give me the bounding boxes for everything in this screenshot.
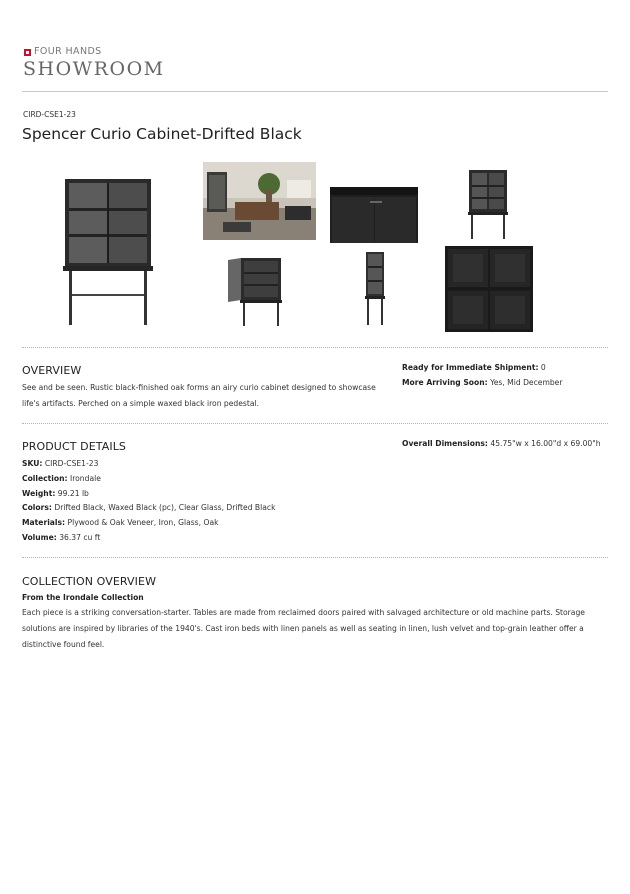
overview-heading: OVERVIEW xyxy=(22,364,82,377)
arriving-status xyxy=(402,378,562,387)
divider xyxy=(22,423,608,424)
brand-top-text: FOUR HANDS xyxy=(34,46,102,57)
top-detail-image xyxy=(330,187,418,243)
detail-label: Materials: xyxy=(22,518,66,527)
shipment-status xyxy=(402,363,546,372)
brand-main-text: SHOWROOM xyxy=(23,58,165,80)
divider xyxy=(22,347,608,348)
room-scene-image xyxy=(203,162,316,240)
detail-row-colors xyxy=(22,503,275,512)
detail-label: SKU: xyxy=(22,459,43,468)
detail-row-collection xyxy=(22,474,101,483)
detail-value: 99.21 lb xyxy=(57,489,89,498)
collection-subheading xyxy=(22,593,144,602)
collection-subheading-text: From the Irondale Collection xyxy=(22,593,144,602)
door-detail-image xyxy=(445,246,533,332)
doors-open-image xyxy=(225,254,287,328)
detail-value: CIRD-CSE1-23 xyxy=(44,459,99,468)
detail-label: Weight: xyxy=(22,489,56,498)
brand-logo-icon xyxy=(24,49,31,56)
dimensions-label: Overall Dimensions: xyxy=(402,439,488,448)
divider xyxy=(22,557,608,558)
overview-text: See and be seen. Rustic black-finished oak forms an airy curio cabinet designed to showcase life's artifacts. Perched on a simple waxed black iron pedestal. xyxy=(22,383,376,408)
detail-label: Colors: xyxy=(22,503,52,512)
detail-value: Irondale xyxy=(69,474,101,483)
side-view-image xyxy=(358,250,392,326)
detail-value: Drifted Black, Waxed Black (pc), Clear Glass, Drifted Black xyxy=(54,503,276,512)
collection-text: Each piece is a striking conversation-starter. Tables are made from reclaimed doors paired with salvaged architecture or old machine parts. Storage solutions are inspired by libraries of the 1940's. Cast iron beds with linen panels as well as seating in linen, lush velvet and top-grain leather offer a distinctive found feel. xyxy=(22,608,585,649)
shipment-value: 0 xyxy=(540,363,546,372)
detail-row-materials xyxy=(22,518,219,527)
detail-row-volume xyxy=(22,533,100,542)
product-code: CIRD-CSE1-23 xyxy=(23,110,76,119)
collection-heading: COLLECTION OVERVIEW xyxy=(22,575,157,588)
detail-label: Collection: xyxy=(22,474,68,483)
detail-row-sku xyxy=(22,459,98,468)
detail-label: Volume: xyxy=(22,533,57,542)
header-divider xyxy=(22,91,608,92)
detail-row-weight xyxy=(22,489,89,498)
dimensions-value: 45.75"w x 16.00"d x 69.00"h xyxy=(490,439,601,448)
shipment-label: Ready for Immediate Shipment: xyxy=(402,363,539,372)
arriving-label: More Arriving Soon: xyxy=(402,378,488,387)
detail-value: Plywood & Oak Veneer, Iron, Glass, Oak xyxy=(67,518,219,527)
detail-value: 36.37 cu ft xyxy=(59,533,101,542)
main-cabinet-image xyxy=(48,162,192,330)
details-heading: PRODUCT DETAILS xyxy=(22,440,127,453)
arriving-value: Yes, Mid December xyxy=(490,378,563,387)
overall-dimensions xyxy=(402,439,601,448)
page-title: Spencer Curio Cabinet-Drifted Black xyxy=(22,125,302,143)
front-small-image xyxy=(464,168,512,240)
